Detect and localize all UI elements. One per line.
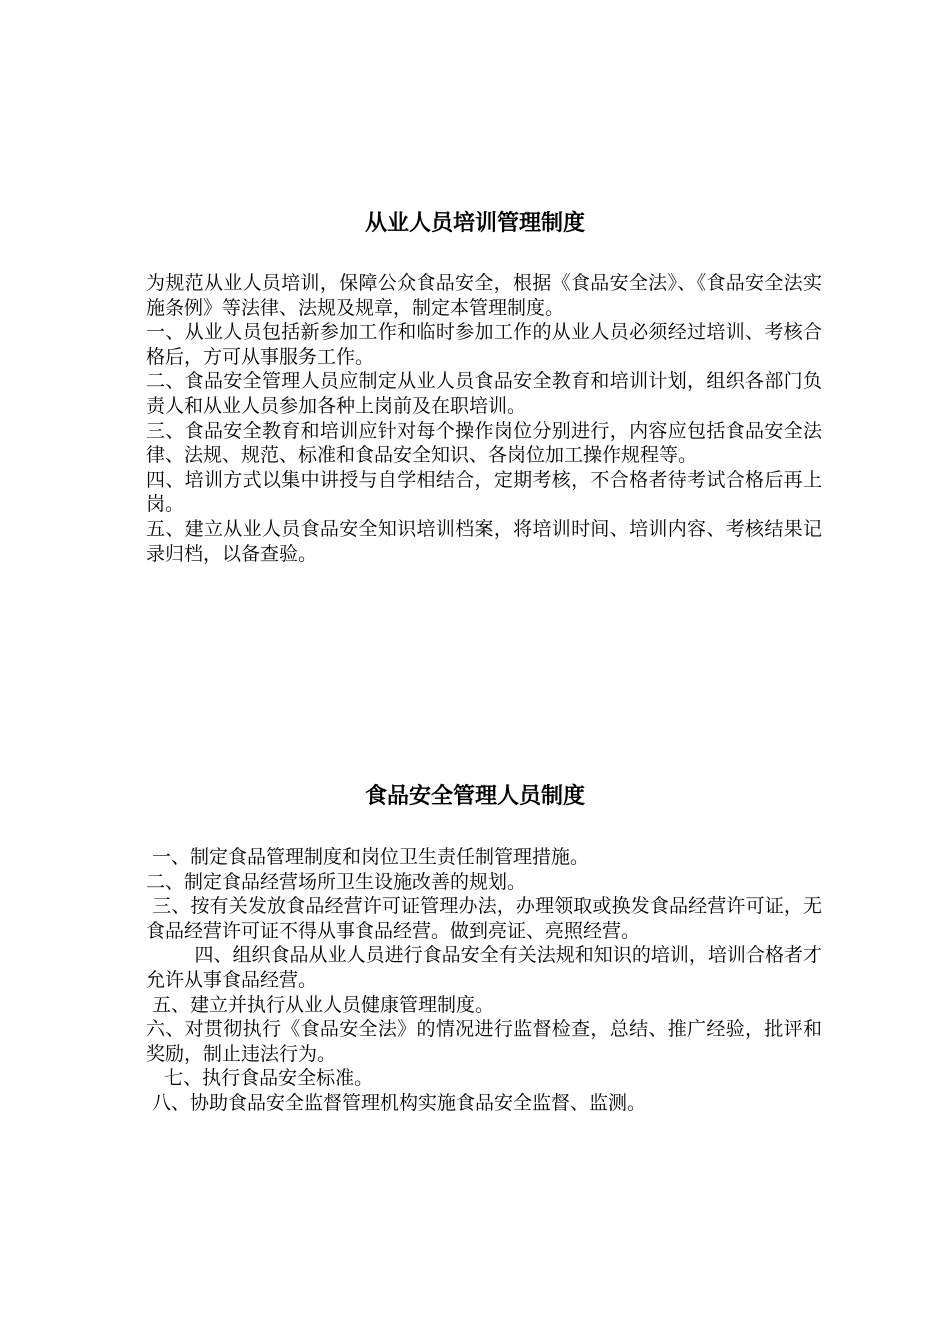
section-title-staff-training: 从业人员培训管理制度 (364, 211, 585, 236)
section-title-food-safety-managers: 食品安全管理人员制度 (364, 784, 585, 809)
paragraph: 五、建立从业人员食品安全知识培训档案，将培训时间、培训内容、考核结果记录归档，以备查验。 (146, 517, 822, 565)
paragraph: 为规范从业人员培训，保障公众食品安全，根据《食品安全法》、《食品安全法实施条例》等法律、法规及规章，制定本管理制度。 (146, 272, 822, 319)
paragraph: 八、协助食品安全监督管理机构实施食品安全监督、监测。 (146, 1091, 647, 1114)
section-food-safety-managers-body (146, 845, 822, 1116)
paragraph: 二、制定食品经营场所卫生设施改善的规划。 (146, 870, 527, 893)
paragraph: 三、食品安全教育和培训应针对每个操作岗位分别进行，内容应包括食品安全法律、法规、规范、标准和食品安全知识、各岗位加工操作规程等。 (146, 419, 822, 467)
paragraph: 七、执行食品安全标准。 (146, 1067, 374, 1090)
paragraph: 一、从业人员包括新参加工作和临时参加工作的从业人员必须经过培训、考核合格后，方可从事服务工作。 (146, 321, 822, 368)
paragraph: 一、制定食品管理制度和岗位卫生责任制管理措施。 (146, 846, 590, 868)
paragraph: 四、培训方式以集中讲授与自学相结合，定期考核，不合格者待考试合格后再上岗。 (146, 468, 822, 516)
paragraph: 四、组织食品从业人员进行食品安全有关法规和知识的培训，培训合格者才允许从事食品经营。 (146, 944, 822, 991)
paragraph: 二、食品安全管理人员应制定从业人员食品安全教育和培训计划，组织各部门负责人和从业人员参加各种上岗前及在职培训。 (146, 370, 822, 417)
paragraph: 六、对贯彻执行《食品安全法》的情况进行监督检查，总结、推广经验，批评和奖励，制止违法行为。 (146, 1018, 822, 1065)
paragraph: 五、建立并执行从业人员健康管理制度。 (146, 993, 495, 1016)
paragraph: 三、按有关发放食品经营许可证管理办法，办理领取或换发食品经营许可证，无食品经营许可证不得从事食品经营。做到亮证、亮照经营。 (146, 895, 822, 942)
section-staff-training-body (146, 271, 822, 566)
